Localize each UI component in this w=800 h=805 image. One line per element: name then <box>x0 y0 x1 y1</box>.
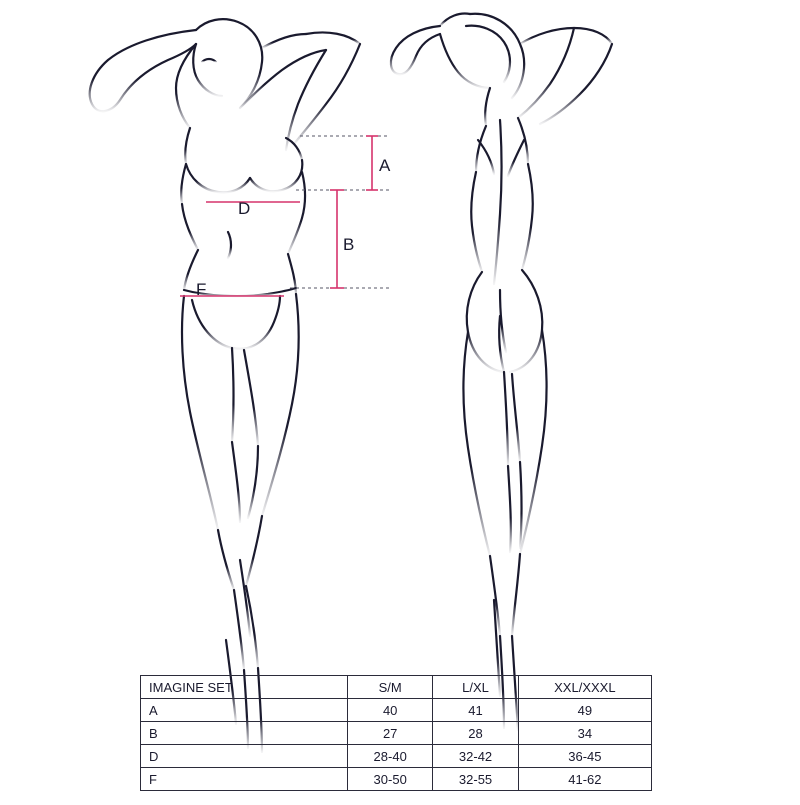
row-b-xxl: 34 <box>518 722 651 745</box>
row-b-lxl: 28 <box>433 722 518 745</box>
front-figure <box>90 19 360 752</box>
table-row <box>141 745 652 768</box>
row-label-d: D <box>141 745 348 768</box>
header-cell-xxlxxxl: XXL/XXXL <box>518 676 651 699</box>
row-f-sm: 30-50 <box>348 768 433 791</box>
measure-label-b: B <box>343 235 355 254</box>
row-d-lxl: 32-42 <box>433 745 518 768</box>
row-d-sm: 28-40 <box>348 745 433 768</box>
row-label-a: A <box>141 699 348 722</box>
row-f-lxl: 32-55 <box>433 768 518 791</box>
row-a-sm: 40 <box>348 699 433 722</box>
table-row <box>141 699 652 722</box>
header-cell-sm: S/M <box>348 676 433 699</box>
table-header-row <box>141 676 652 699</box>
table-row <box>141 722 652 745</box>
size-chart-table <box>140 675 652 791</box>
measure-label-a: A <box>379 156 391 175</box>
row-a-lxl: 41 <box>433 699 518 722</box>
table-row <box>141 768 652 791</box>
header-cell-title: IMAGINE SET <box>141 676 348 699</box>
row-label-f: F <box>141 768 348 791</box>
row-d-xxl: 36-45 <box>518 745 651 768</box>
measure-label-f: F <box>196 280 207 299</box>
measure-label-d: D <box>238 199 251 218</box>
back-figure <box>391 14 612 731</box>
row-b-sm: 27 <box>348 722 433 745</box>
header-cell-lxl: L/XL <box>433 676 518 699</box>
measurement-guides <box>180 136 392 296</box>
row-a-xxl: 49 <box>518 699 651 722</box>
row-f-xxl: 41-62 <box>518 768 651 791</box>
row-label-b: B <box>141 722 348 745</box>
